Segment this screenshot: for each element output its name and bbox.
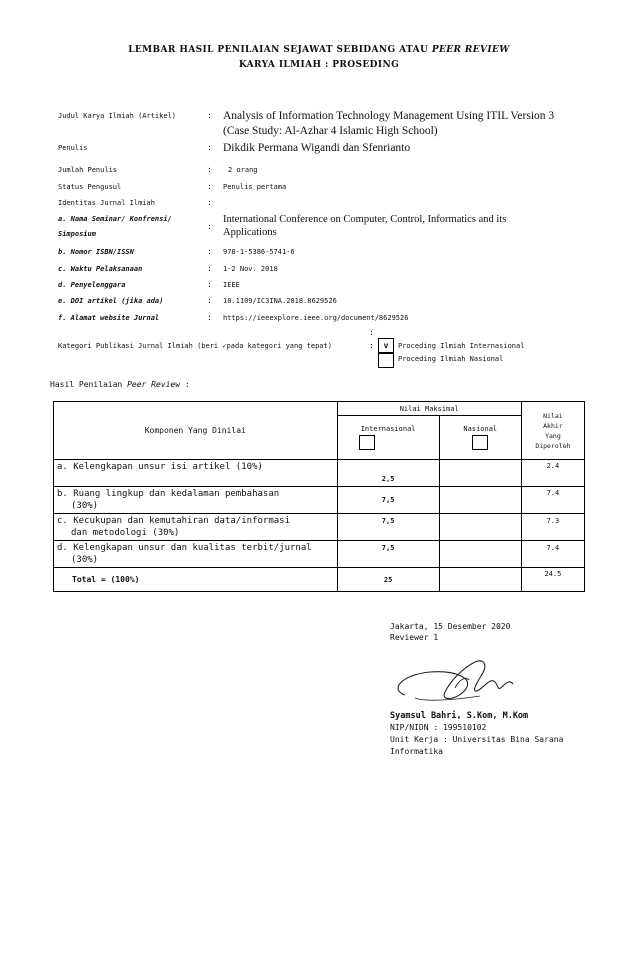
nilai-akhir-header: Nilai Akhir Yang Diperoleh bbox=[521, 402, 584, 460]
judul-label: Judul Karya Ilmiah (Artikel) bbox=[58, 112, 177, 120]
total-row bbox=[54, 568, 585, 592]
kategori-internasional-label: Proceding Ilmiah Internasional bbox=[398, 342, 525, 350]
reviewer-unit-line2: Informatika bbox=[390, 747, 443, 756]
internasional-value: 7,5 bbox=[337, 487, 439, 514]
penulis-label: Penulis bbox=[58, 144, 88, 152]
komponen-cell: a. Kelengkapan unsur isi artikel (10%) bbox=[54, 460, 338, 487]
website-colon: : bbox=[207, 313, 212, 322]
penulis-value: Dikdik Permana Wigandi dan Sfenrianto bbox=[223, 142, 411, 154]
table-row bbox=[54, 487, 585, 514]
nasional-value bbox=[439, 460, 521, 487]
kategori-colon-top: : bbox=[369, 328, 374, 337]
komponen-cell: b. Ruang lingkup dan kedalaman pembahasan (30%) bbox=[54, 487, 338, 514]
akhir-value: 7.4 bbox=[521, 541, 584, 568]
hasil-penilaian-label: Hasil Penilaian Peer Review : bbox=[50, 380, 190, 389]
internasional-checkbox[interactable] bbox=[359, 435, 375, 450]
waktu-label: c. Waktu Pelaksanaan bbox=[58, 265, 143, 273]
place-date: Jakarta, 15 Desember 2020 bbox=[390, 622, 511, 631]
nasional-checkbox[interactable] bbox=[472, 435, 488, 450]
reviewer-signature bbox=[385, 650, 535, 715]
table-row bbox=[54, 514, 585, 541]
total-label: Total = (100%) bbox=[54, 568, 338, 592]
penyelenggara-label: d. Penyelenggara bbox=[58, 281, 126, 289]
nama-seminar-value-line2: Applications bbox=[223, 227, 277, 238]
kategori-nasional-checkbox[interactable] bbox=[378, 353, 394, 368]
doi-colon: : bbox=[207, 296, 212, 305]
status-colon: : bbox=[207, 182, 212, 191]
isbn-colon: : bbox=[207, 247, 212, 256]
doi-value: 10.1109/IC3INA.2018.8629526 bbox=[223, 297, 337, 305]
judul-value-line1: Analysis of Information Technology Management Using ITIL Version 3 bbox=[223, 110, 555, 122]
kategori-internasional-checkbox[interactable]: v bbox=[378, 338, 394, 353]
table-header-row bbox=[54, 402, 585, 416]
internasional-value: 7,5 bbox=[337, 541, 439, 568]
isbn-value: 978-1-5386-5741-6 bbox=[223, 248, 295, 256]
akhir-value: 2.4 bbox=[521, 460, 584, 487]
status-pengusul-label: Status Pengusul bbox=[58, 183, 122, 191]
internasional-value: 2,5 bbox=[337, 460, 439, 487]
reviewer-name: Syamsul Bahri, S.Kom, M.Kom bbox=[390, 711, 529, 721]
jumlah-colon: : bbox=[207, 165, 212, 174]
status-pengusul-value: Penulis pertama bbox=[223, 183, 287, 191]
total-nasional bbox=[439, 568, 521, 592]
isbn-label: b. Nomor ISBN/ISSN bbox=[58, 248, 134, 256]
identitas-jurnal-label: Identitas Jurnal Ilmiah bbox=[58, 199, 155, 207]
nama-seminar-colon: : bbox=[207, 222, 212, 231]
nasional-value bbox=[439, 514, 521, 541]
nama-seminar-label-line2: Simposium bbox=[58, 230, 96, 238]
penyelenggara-value: IEEE bbox=[223, 281, 240, 289]
jumlah-penulis-value: 2 orang bbox=[228, 166, 258, 174]
score-table bbox=[53, 401, 585, 592]
kategori-colon: : bbox=[369, 341, 374, 350]
table-row bbox=[54, 541, 585, 568]
nama-seminar-label-line1: a. Nama Seminar/ Konfrensi/ bbox=[58, 215, 172, 223]
reviewer-nip: NIP/NIDN : 199510102 bbox=[390, 723, 487, 732]
nasional-header: Nasional bbox=[439, 416, 521, 460]
waktu-value: 1-2 Nov. 2018 bbox=[223, 265, 278, 273]
nilai-maksimal-header: Nilai Maksimal bbox=[337, 402, 521, 416]
reviewer-unit-line1: Unit Kerja : Universitas Bina Sarana bbox=[390, 735, 564, 744]
komponen-cell: d. Kelengkapan unsur dan kualitas terbit/jurnal (30%) bbox=[54, 541, 338, 568]
judul-value-line2: (Case Study: Al-Azhar 4 Islamic High School) bbox=[223, 125, 438, 137]
internasional-value: 7,5 bbox=[337, 514, 439, 541]
nasional-value bbox=[439, 541, 521, 568]
waktu-colon: : bbox=[207, 264, 212, 273]
penyelenggara-colon: : bbox=[207, 280, 212, 289]
reviewer-role: Reviewer 1 bbox=[390, 633, 439, 642]
jumlah-penulis-label: Jumlah Penulis bbox=[58, 166, 118, 174]
identitas-colon: : bbox=[207, 198, 212, 207]
total-akhir: 24.5 bbox=[521, 568, 584, 592]
penulis-colon: : bbox=[207, 143, 212, 152]
kategori-label: Kategori Publikasi Jurnal Ilmiah (beri ✓pada kategori yang tepat) bbox=[58, 342, 332, 350]
doi-label: e. DOI artikel (jika ada) bbox=[58, 297, 164, 305]
komponen-cell: c. Kecukupan dan kemutahiran data/informasi dan metodologi (30%) bbox=[54, 514, 338, 541]
document-title-line2: KARYA ILMIAH : PROSEDING bbox=[238, 60, 400, 70]
total-internasional: 25 bbox=[337, 568, 439, 592]
internasional-header: Internasional bbox=[337, 416, 439, 460]
website-value: https://ieeexplore.ieee.org/document/8629526 bbox=[223, 314, 409, 322]
table-row bbox=[54, 460, 585, 487]
nasional-value bbox=[439, 487, 521, 514]
akhir-value: 7.3 bbox=[521, 514, 584, 541]
document-title-line1: LEMBAR HASIL PENILAIAN SEJAWAT SEBIDANG ATAU PEER REVIEW bbox=[128, 45, 510, 55]
nama-seminar-value-line1: International Conference on Computer, Control, Informatics and its bbox=[223, 214, 507, 225]
kategori-nasional-label: Proceding Ilmiah Nasional bbox=[398, 355, 504, 363]
komponen-header: Komponen Yang Dinilai bbox=[54, 402, 338, 460]
judul-colon: : bbox=[207, 111, 212, 120]
website-label: f. Alamat website Jurnal bbox=[58, 314, 160, 322]
akhir-value: 7.4 bbox=[521, 487, 584, 514]
